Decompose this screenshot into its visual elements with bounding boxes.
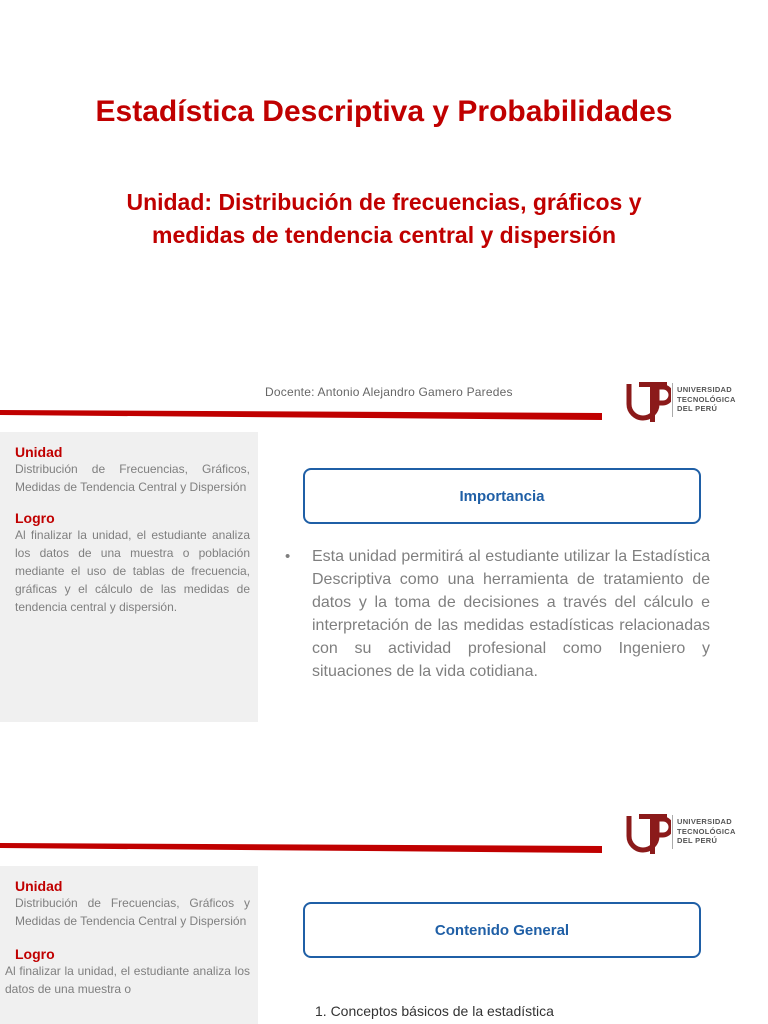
logo-line-1: UNIVERSIDAD [677,817,732,826]
logo-line-1: UNIVERSIDAD [677,385,732,394]
content-item-1: 1. Conceptos básicos de la estadística [315,1003,554,1019]
unidad-heading-2: Unidad [15,878,63,894]
logo-line-3: DEL PERÚ [677,836,718,845]
logo-line-2: TECNOLÓGICA [677,394,736,404]
bullet-icon: • [285,548,291,565]
contenido-label: Contenido General [434,921,570,939]
logo-separator-2 [672,815,673,849]
logo-line-3: DEL PERÚ [677,404,718,413]
docente-label: Docente: Antonio Alejandro Gamero Paredes [265,385,513,399]
subtitle-line-2: medidas de tendencia central y dispersión [152,222,616,248]
utp-logo-2 [625,810,768,862]
utp-logo-icon [625,378,671,424]
red-divider-bar [0,410,602,420]
logo-text-2 [677,817,736,846]
side-panel-2 [0,866,258,1024]
importancia-label: Importancia [459,487,545,505]
importancia-bullet [285,545,710,683]
logo-text [677,385,736,414]
side-panel-1 [0,432,258,722]
logro-text-2: Al finalizar la unidad, el estudiante analiza los datos de una muestra o [5,964,250,996]
red-divider-bar-2 [0,843,602,853]
utp-logo [625,378,768,430]
slide-subtitle [84,186,684,252]
logo-separator [672,383,673,417]
logro-text: Al finalizar la unidad, el estudiante analiza los datos de una muestra o población mediante el uso de tablas de frecuencia, gráficas y el cálculo de las medidas de tendencia central y dispersión. [15,528,250,614]
unidad-text: Distribución de Frecuencias, Gráficos, Medidas de Tendencia Central y Dispersión [15,462,250,494]
contenido-box [303,902,701,958]
bullet-text: Esta unidad permitirá al estudiante utilizar la Estadística Descriptiva como una herramienta de tratamiento de datos y la toma de decisiones a través del cálculo e interpretación de las medidas estadísticas relacionadas con su actividad profesional como Ingeniero y situaciones de la vida cotidiana. [312,548,710,680]
logro-heading: Logro [15,510,55,526]
utp-logo-icon-2 [625,810,671,856]
logro-heading-2: Logro [15,946,55,962]
importancia-box [303,468,701,524]
unidad-heading: Unidad [15,444,63,460]
slide-title: Estadística Descriptiva y Probabilidades [95,95,673,128]
unidad-text-2: Distribución de Frecuencias, Gráficos y Medidas de Tendencia Central y Dispersión [15,896,250,928]
logo-line-2: TECNOLÓGICA [677,826,736,836]
subtitle-line-1: Unidad: Distribución de frecuencias, gráficos y [126,189,642,215]
